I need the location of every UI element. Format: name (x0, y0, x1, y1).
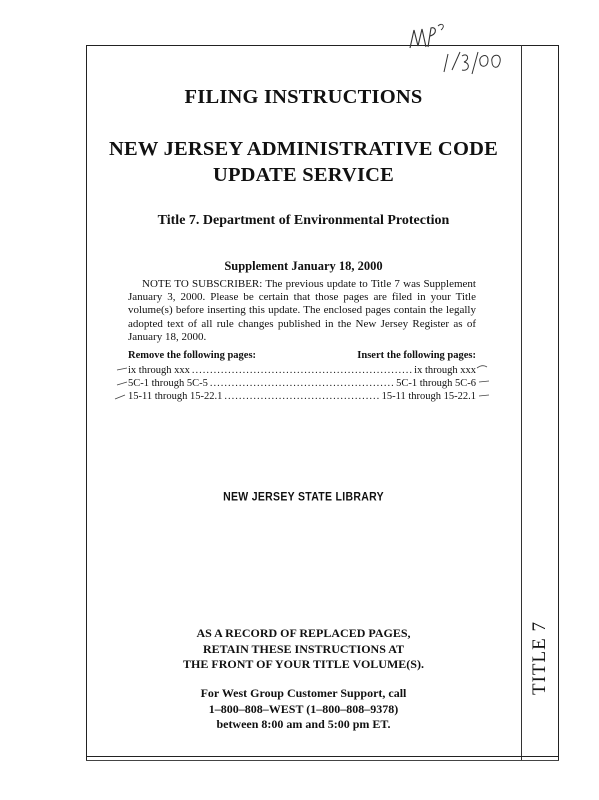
code-title (86, 136, 521, 188)
remove-range: 5C-1 through 5C-5 (128, 378, 208, 389)
insert-pages-header: Insert the following pages: (357, 350, 476, 361)
dot-leader (210, 377, 394, 390)
customer-support-info (86, 686, 521, 733)
insert-range: 15-11 through 15-22.1 (381, 391, 476, 402)
handwritten-tick-mark (116, 380, 128, 386)
remove-range: 15-11 through 15-22.1 (128, 391, 223, 402)
support-line: 1–800–808–WEST (1–800–808–9378) (208, 701, 399, 716)
record-notice-line: RETAIN THESE INSTRUCTIONS AT (202, 641, 405, 656)
page-heading: FILING INSTRUCTIONS (184, 86, 423, 108)
frame-right-border (558, 45, 559, 760)
title-line: Title 7. Department of Environmental Protection (157, 213, 450, 228)
dot-leader (192, 364, 412, 377)
handwritten-tick-mark (116, 366, 128, 372)
record-notice (86, 626, 521, 673)
remove-range: ix through xxx (128, 365, 190, 376)
support-line: between 8:00 am and 5:00 pm ET. (216, 717, 391, 731)
record-notice-line: THE FRONT OF YOUR TITLE VOLUME(S). (183, 657, 424, 671)
insert-range: ix through xxx (414, 365, 476, 376)
spine-divider (521, 45, 522, 760)
handwritten-initials-date (408, 20, 528, 90)
subscriber-note-text: NOTE TO SUBSCRIBER: The previous update to Title 7 was Supplement January 3, 2000. Please be certain that those pages are filed in your Title volume(s) before inserting this update. The enclosed pages contain the legally adopted text of all rule changes published in the New Jersey Register as of January 18, 2000. (128, 278, 476, 343)
handwritten-tick-mark (478, 378, 490, 384)
handwritten-tick-mark (478, 393, 490, 399)
dot-leader (224, 390, 379, 403)
page-table-header (128, 350, 476, 361)
code-title-line: NEW JERSEY ADMINISTRATIVE CODE (109, 138, 498, 160)
remove-pages-header: Remove the following pages: (128, 350, 257, 361)
table-row (128, 377, 476, 390)
frame-bottom-border (86, 756, 559, 757)
handwritten-tick-mark (476, 364, 488, 370)
insert-range: 5C-1 through 5C-6 (396, 378, 476, 389)
code-title-line: UPDATE SERVICE (212, 164, 395, 186)
table-row (128, 364, 476, 377)
table-row (128, 390, 476, 403)
supplement-date: Supplement January 18, 2000 (224, 259, 383, 273)
library-stamp: NEW JERSEY STATE LIBRARY (223, 490, 384, 504)
handwritten-tick-mark (114, 394, 126, 400)
frame-bottom-border-inner (86, 760, 559, 761)
support-line: For West Group Customer Support, call (200, 686, 407, 700)
subscriber-note (128, 278, 476, 344)
record-notice-line: AS A RECORD OF REPLACED PAGES, (196, 626, 411, 640)
page-replacement-table (128, 350, 476, 403)
spine-title-label: TITLE 7 (529, 620, 550, 696)
